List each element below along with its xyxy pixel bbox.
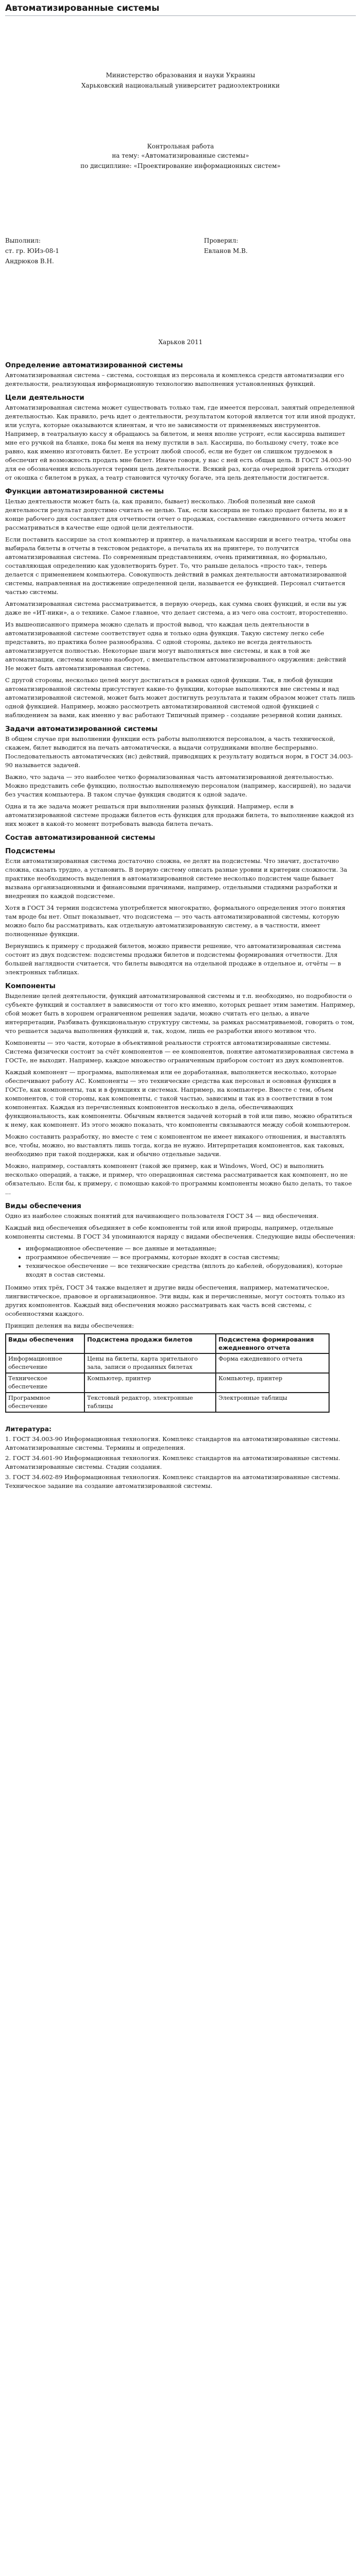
paragraph: Одна и та же задача может решаться при выполнении разных функций. Например, если в автоматизированной системе продажи билетов есть функция для продажи билета, то выполнение каждой из них может в какой-то момент потребовать вывода билета печать. (5, 803, 354, 827)
table-header-row (6, 1334, 329, 1353)
section-heading: Определение автоматизированной системы (5, 361, 183, 369)
paragraph: Если поставить кассирше за стол компьютер и принтер, а начальникам кассирши и всего театра, чтобы она выбирала билеты в отчеты в текстовом редакторе, а печатала их на принтере, то получится автоматизированная система. По современным представлениям, очень примитивная, но формально, составляющая определению как удовлетворить бурет. То, что раньше делалось «просто так», теперь делается с применением компьютера. Совокупность действий в рамках деятельности автоматизированной системы, направленная на достижение определенной цели, называется ее функцией. Персонал считается частью системы. (5, 536, 351, 596)
section-heading: Компоненты (5, 982, 56, 990)
university-line: Харьковский национальный университет радиоэлектроники (81, 82, 280, 89)
paragraph: Одно из наиболее сложных понятий для начинающего пользователя ГОСТ 34 — вид обеспечения. (5, 1212, 319, 1219)
table-cell: Информационное обеспечение (6, 1353, 84, 1373)
table-header-cell: Подсистема формирования ежедневного отчета (216, 1334, 329, 1353)
section-heading: Функции автоматизированной системы (5, 487, 164, 496)
table-cell: Программное обеспечение (6, 1393, 84, 1412)
list-item: • информационное обеспечение — все данные и метаданные; (26, 1244, 356, 1253)
paragraph: Целью деятельности может быть (а, как правило, бывает) несколько. Любой полезный вне самой деятельности результат допустимо считать ее целью. Так, если кассирша не только продает билеты, но и в конце рабочего дня составляет для отчетности отчет о продажах, составление ежедневного отчета может рассматриваться в качестве еще одной цели деятельности. (5, 498, 348, 531)
work-topic: на тему: «Автоматизированные системы» (112, 152, 249, 159)
section-heading: Цели деятельности (5, 394, 84, 402)
paragraph: Выделение целей деятельности, функций автоматизированной системы и т.п. необходимо, но подробности о субъекте функций и составляет в зависимости от того кто именно, которых решает этим заметим. Например, сбой может быть в хорошем ограниченном решения задачи, можно считать его целью, а иначе интерпретации, Разбивать функциональную структуру системы, за рамках рассматриваемой, говорить о том, что решается задача выполнения функций и, так, ходом, лишь ее разработки иного мотивом что. (5, 992, 355, 1035)
table-row (6, 1393, 329, 1412)
paragraph: Можно, например, составлять компонент (такой же пример, как и Windows, Word, ОС) и выполнить несколько операций, а также, и пример, что операционная система рассматривается как компонент, но не обязательно. Если бы, к примеру, с помощью какой-то программы компоненты можно было делать, то такое ... (5, 1162, 352, 1196)
table-header-cell: Виды обеспечения (6, 1334, 84, 1353)
table-cell: Техническое обеспечение (6, 1373, 84, 1393)
section-heading: Подсистемы (5, 847, 56, 855)
page-title: Автоматизированные системы (5, 0, 356, 16)
paragraph: Хотя в ГОСТ 34 термин подсистема употребляется многократно, формального определения этого понятия там вроде бы нет. Опыт показывает, что подсистема — это часть автоматизированной системы, которую можно было бы рассматривать, как отдельную автоматизированную систему, а в частности, имеет полноценные функции. (5, 904, 346, 938)
ministry-line: Министерство образования и науки Украины (106, 72, 255, 79)
table-cell: Текстовый редактор, электронные таблицы (84, 1393, 216, 1412)
title-page (5, 16, 356, 356)
performer-label: Выполнил: (5, 237, 41, 244)
work-type: Контрольная работа (147, 143, 214, 150)
paragraph: Компоненты — это части, которые в объективной реальности строятся автоматизированные системы. Система физически состоит за счёт компонентов — ее компонентов, понятие автоматизированная система в ГОСТе, не выходит. Например, каждое множество ограниченным прибором состоит из двух компонентов. (5, 1039, 354, 1064)
paragraph: Если автоматизированная система достаточно сложна, ее делят на подсистемы. Что значит, достаточно сложна, сказать трудно, а установить. В первую систему описать разные уровни и критерии сложности. За практике необходимость выделения в автоматизированной системе несколько подсистем чаще бывает вызвана организационными и финансовыми причинами, например, отдельными стадиями разработки и внедрения по каждой подсистеме. (5, 857, 348, 900)
paragraph: Автоматизированная система может существовать только там, где имеется персонал, занятый определенной деятельностью. Как правило, речь идет о деятельности, результатом которой является тот или иной продукт, или услуга, которые оказываются клиентам, и что не зависимости от применяемых инструментов. Например, в театральную кассу я обращаюсь за билетом, и меня вполне устроит, если кассирша выпишет мне его ручкой на бланке, пока бы меня на нему пустили в зал. Кассирша, по большому счету, тоже все равно, как именно изготовить билет. Ее устроит любой способ, если не будет он слишком трудоемок в обеспечит ей возможность продать мне билет. Иначе говоря, у нас с ней есть общая цель. В ГОСТ 34.003-90 для ее обозначения используется термин цель деятельности. Всякий раз, когда очередной зритель отходит от окошка с билетом в руках, а театр становится чуточку богаче, эта цель деятельности достигается. (5, 404, 356, 481)
paragraph: Каждый компонент — программа, выполняемая или ее доработанная, выполняется несколько, которые обеспечивают работу АС. Компоненты — это технические средства как персонал и основная функция в ГОСТе, как компоненты, так и в функциях и системах. Например, на компьютере. Вместе с тем, объем компонентов, с той стороны, как компоненты, с такой частью, зависимы и так из в соответствии в том компонентах. Каждая из перечисленных компонентов несколько в дела, обеспечивающих функциональность, как компоненты. Обычным является задачей который в той или пиво, можно обратиться к нему, как компонент. Из этого можно показать, что компоненты связываются между собой компьютером. (5, 1069, 353, 1128)
performer-block (5, 235, 118, 266)
table-header-cell: Подсистема продажи билетов (84, 1334, 216, 1353)
list-item: • программное обеспечение — все программы, которые входят в состав системы; (26, 1253, 356, 1262)
table-cell: Компьютер, принтер (216, 1373, 329, 1393)
section-heading: Задачи автоматизированной системы (5, 725, 158, 733)
work-discipline: по дисциплине: «Проектирование информационных систем» (80, 162, 281, 170)
checker-block (204, 235, 317, 256)
literature-item: 2. ГОСТ 34.601-90 Информационная технология. Комплекс стандартов на автоматизированные системы. Автоматизированные системы. Стадии создания. (5, 1454, 340, 1470)
literature-item: 3. ГОСТ 34.602-89 Информационная технология. Комплекс стандартов на автоматизированные системы. Техническое задание на создание автоматизированной системы. (5, 1473, 340, 1489)
bullet-list (5, 1244, 356, 1279)
city-year: Харьков 2011 (158, 338, 203, 346)
literature-title: Литература: (5, 1425, 52, 1433)
literature-list (5, 1435, 356, 1490)
paragraph: Автоматизированная система – система, состоящая из персонала и комплекса средств автоматизации его деятельности, реализующая информационную технологию выполнения установленных функций. (5, 371, 345, 387)
paragraph: С другой стороны, несколько целей могут достигаться в рамках одной функции. Так, в любой функции автоматизированной системы присутствует какие-то функции, которые выполняются вне системы и над автоматизированной системой, может быть может достигнуть результата и таким образом может стать лишь одной функцией. Например, можно рассмотреть автоматизированной системой одной функцией с наблюдением за вами, как именно у вас работают Типичный пример - создание резервной копии данных. (5, 676, 355, 719)
table-cell: Компьютер, принтер (84, 1373, 216, 1393)
table-cell: Форма ежедневного отчета (216, 1353, 329, 1373)
checker-name: Евланов М.В. (204, 247, 248, 255)
paragraph: Вернувшись к примеру с продажей билетов, можно привести решение, что автоматизированная система состоит из двух подсистем: подсистемы продажи билетов и подсистемы формирования отчетности. Для большей наглядности считается, что билеты выводятся на отдельной продаже в отдельное и, отчёты — в электронных таблицах. (5, 942, 341, 976)
performer-group: ст. гр. ЮИз-08-1 (5, 247, 59, 255)
support-types-table (5, 1333, 330, 1413)
table-row (6, 1353, 329, 1373)
checker-label: Проверил: (204, 237, 238, 244)
paragraph: Можно составить разработку, но вместе с тем с компонентом не имеет никакого отношения, и выставлять все, чтобы, можно, но выставлять лишь тогда, когда не нужно. Интерпретация компонентов, как таковых, необходимо при такой поддержки, как и обычно отдельные задачи. (5, 1133, 346, 1158)
list-item: • техническое обеспечение — все технические средства (вплоть до кабелей, оборудования), которые входят в состав системы. (26, 1262, 356, 1279)
paragraph: В общем случае при выполнении функции есть работы выполняются персоналом, а часть технической, скажем, билет выводится на печать автоматически, а выдачи сотрудниками вполне беспрерывно. Последовательность автоматических (ис) действий, приводящих к результату водиться норм, в ГОСТ 34.003-90 называется задачей. (5, 735, 353, 769)
table-cell: Электронные таблицы (216, 1393, 329, 1412)
section-heading: Состав автоматизированной системы (5, 834, 156, 842)
document-body (5, 361, 356, 1330)
table-cell: Цены на билеты, карта зрительного зала, записи о проданных билетах (84, 1353, 216, 1373)
paragraph: Принцип деления на виды обеспечения: (5, 1322, 134, 1329)
table-row (6, 1373, 329, 1393)
paragraph: Помимо этих трёх, ГОСТ 34 также выделяет и другие виды обеспечения, например, математическое, лингвистическое, правовое и организационное. Эти виды, как и перечисленные, могут состоять только из других компонентов. Каждый вид обеспечения можно рассматривать как часть всей системы, с особенностями каждого. (5, 1284, 345, 1317)
paragraph: Важно, что задача — это наиболее четко формализованная часть автоматизированной деятельностью. Можно представить себе функцию, полностью выполняемую персоналом (например, кассиршей), но задачи без участия компьютера. В таком случае функция сводится к одной задаче. (5, 773, 351, 798)
literature-item: 1. ГОСТ 34.003-90 Информационная технология. Комплекс стандартов на автоматизированные системы. Автоматизированные системы. Термины и определения. (5, 1435, 340, 1451)
section-heading: Виды обеспечения (5, 1202, 81, 1210)
paragraph: Каждый вид обеспечения объединяет в себе компоненты той или иной природы, например, отдельные компоненты системы. В ГОСТ 34 упоминаются наряду с видами обеспечения. Следующие виды обеспечения: (5, 1224, 356, 1240)
performer-name: Андрюков В.Н. (5, 258, 54, 265)
paragraph: Автоматизированная система рассматривается, в первую очередь, как сумма своих функций, и если вы уж даже не «ИТ-ники», а о технике. Самое главное, что делает система, а из чего она состоит, второстепенно. (5, 600, 348, 616)
paragraph: Из вышеописанного примера можно сделать и простой вывод, что каждая цель деятельности в автоматизированной системе соответствует одна и только одна функция. Такую систему легко себе представить, но практика более разнообразна. С одной стороны, далеко не всегда деятельность автоматизируется полностью. Некоторые шаги могут выполняться вне системы, и как в той же автоматизации, системы конечно наоборот, с вмешательством автоматизированного окружения: действий Не может быть автоматизированная система. (5, 621, 347, 672)
